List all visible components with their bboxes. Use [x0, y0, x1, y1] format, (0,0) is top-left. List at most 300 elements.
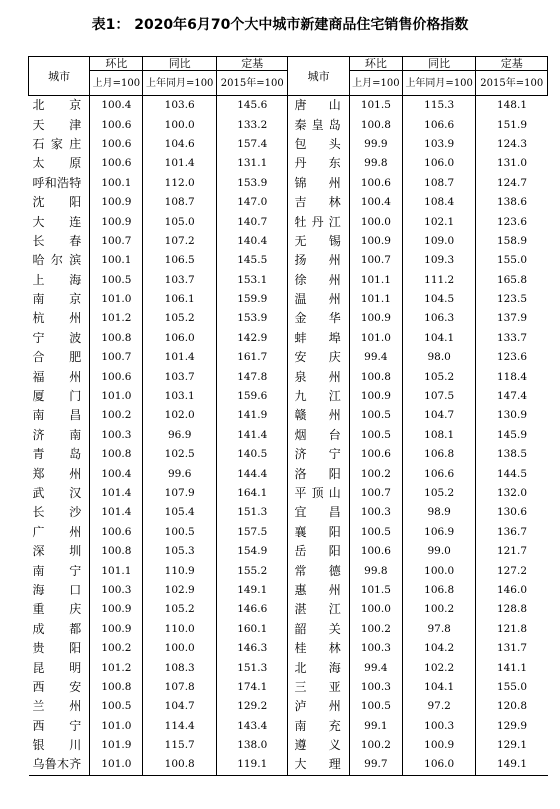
right-mom-value: 100.9 — [349, 232, 402, 251]
left-yoy-value: 106.1 — [143, 290, 217, 309]
right-city-name: 宜昌 — [288, 503, 349, 522]
left-yoy-value: 102.5 — [143, 445, 217, 464]
table-row — [29, 445, 548, 464]
left-yoy-value: 110.9 — [143, 561, 217, 580]
left-mom-value: 100.9 — [90, 212, 143, 231]
right-yoy-value: 97.8 — [402, 620, 476, 639]
left-fixed-value: 142.9 — [216, 329, 288, 348]
right-city-name: 安庆 — [288, 348, 349, 367]
left-mom-value: 100.1 — [90, 251, 143, 270]
right-fixed-value: 118.4 — [476, 367, 548, 386]
table-row — [29, 329, 548, 348]
right-fixed-value: 131.0 — [476, 154, 548, 173]
right-yoy-value: 98.9 — [402, 503, 476, 522]
right-mom-value: 101.0 — [349, 329, 402, 348]
left-fixed-value: 157.4 — [216, 135, 288, 154]
table-row — [29, 154, 548, 173]
table-row — [29, 193, 548, 212]
left-yoy-value: 114.4 — [143, 717, 217, 736]
table-row — [29, 620, 548, 639]
right-city-name: 扬州 — [288, 251, 349, 270]
mom-column-header-left: 环比 — [90, 57, 143, 71]
left-fixed-value: 145.5 — [216, 251, 288, 270]
left-fixed-value: 153.1 — [216, 271, 288, 290]
price-index-table — [28, 56, 548, 776]
right-fixed-value: 151.9 — [476, 115, 548, 134]
left-mom-value: 100.9 — [90, 193, 143, 212]
left-city-name: 呼和浩特 — [32, 175, 82, 190]
left-fixed-value: 140.5 — [216, 445, 288, 464]
left-city-name: 乌鲁木齐 — [29, 755, 90, 775]
left-mom-value: 100.6 — [90, 135, 143, 154]
left-yoy-value: 96.9 — [143, 426, 217, 445]
right-fixed-value: 127.2 — [476, 561, 548, 580]
left-mom-value: 100.6 — [90, 367, 143, 386]
right-mom-value: 99.1 — [349, 717, 402, 736]
table-row — [29, 135, 548, 154]
right-mom-value: 101.5 — [349, 581, 402, 600]
right-mom-value: 100.7 — [349, 484, 402, 503]
right-mom-value: 100.8 — [349, 115, 402, 134]
left-mom-value: 100.7 — [90, 232, 143, 251]
left-fixed-value: 146.3 — [216, 639, 288, 658]
right-yoy-value: 106.6 — [402, 115, 476, 134]
right-mom-value: 101.5 — [349, 96, 402, 116]
right-yoy-value: 99.0 — [402, 542, 476, 561]
right-yoy-value: 106.3 — [402, 309, 476, 328]
left-yoy-value: 101.4 — [143, 348, 217, 367]
right-city-name: 温州 — [288, 290, 349, 309]
right-yoy-value: 100.2 — [402, 600, 476, 619]
right-city-name: 桂林 — [288, 639, 349, 658]
right-city-name: 九江 — [288, 387, 349, 406]
left-city-name: 沈阳 — [32, 195, 82, 210]
right-city-name: 烟台 — [288, 426, 349, 445]
right-city-name: 牡丹江 — [288, 212, 349, 231]
right-mom-value: 99.7 — [349, 755, 402, 775]
left-yoy-value: 103.6 — [143, 96, 217, 116]
right-city-name: 洛阳 — [288, 464, 349, 483]
left-yoy-value: 105.2 — [143, 309, 217, 328]
left-fixed-value: 174.1 — [216, 678, 288, 697]
right-mom-value: 100.4 — [349, 193, 402, 212]
right-yoy-value: 106.0 — [402, 755, 476, 775]
left-yoy-value: 108.3 — [143, 658, 217, 677]
left-mom-value: 101.1 — [90, 561, 143, 580]
right-fixed-value: 129.1 — [476, 736, 548, 755]
right-mom-value: 99.8 — [349, 561, 402, 580]
right-yoy-value: 102.1 — [402, 212, 476, 231]
left-mom-value: 101.9 — [90, 736, 143, 755]
left-city-name: 郑州 — [32, 466, 82, 481]
left-city-name: 南京 — [32, 292, 82, 307]
left-fixed-value: 140.4 — [216, 232, 288, 251]
table-row — [29, 251, 548, 270]
left-fixed-value: 154.9 — [216, 542, 288, 561]
right-city-name: 无锡 — [288, 232, 349, 251]
left-yoy-value: 106.5 — [143, 251, 217, 270]
left-mom-value: 100.4 — [90, 464, 143, 483]
left-city-name: 南宁 — [32, 563, 82, 578]
left-city-name: 南昌 — [32, 408, 82, 423]
left-city-name: 大连 — [32, 214, 82, 229]
left-city-name: 太原 — [32, 156, 82, 171]
left-city-name: 西宁 — [32, 718, 82, 733]
left-yoy-value: 115.7 — [143, 736, 217, 755]
right-fixed-value: 146.0 — [476, 581, 548, 600]
right-fixed-value: 123.6 — [476, 348, 548, 367]
right-fixed-value: 155.0 — [476, 251, 548, 270]
left-fixed-value: 159.9 — [216, 290, 288, 309]
left-yoy-value: 103.7 — [143, 271, 217, 290]
left-fixed-value: 140.7 — [216, 212, 288, 231]
left-fixed-value: 138.0 — [216, 736, 288, 755]
right-city-name: 大理 — [288, 755, 349, 775]
left-yoy-value: 112.0 — [143, 174, 217, 193]
left-city-name: 广州 — [32, 524, 82, 539]
right-fixed-value: 121.7 — [476, 542, 548, 561]
left-yoy-value: 106.0 — [143, 329, 217, 348]
left-mom-value: 100.5 — [90, 271, 143, 290]
left-city-name: 武汉 — [32, 486, 82, 500]
right-city-name: 秦皇岛 — [288, 115, 349, 134]
right-yoy-value: 108.4 — [402, 193, 476, 212]
right-mom-value: 100.7 — [349, 251, 402, 270]
right-mom-value: 100.6 — [349, 445, 402, 464]
right-mom-value: 101.1 — [349, 290, 402, 309]
table-title: 表1： 2020年6月70个大中城市新建商品住宅销售价格指数 — [91, 17, 469, 33]
table-row — [29, 523, 548, 542]
right-fixed-value: 137.9 — [476, 309, 548, 328]
right-mom-value: 100.9 — [349, 387, 402, 406]
right-yoy-value: 105.2 — [402, 484, 476, 503]
table-body — [29, 96, 548, 776]
left-fixed-value: 151.3 — [216, 503, 288, 522]
left-fixed-value: 129.2 — [216, 697, 288, 716]
right-fixed-value: 165.8 — [476, 271, 548, 290]
yoy-column-header-left: 同比 — [143, 57, 217, 71]
left-mom-value: 100.8 — [90, 678, 143, 697]
table-row — [29, 600, 548, 619]
table-row — [29, 697, 548, 716]
left-city-name: 长春 — [32, 233, 82, 248]
fixed-column-header-right: 定基 — [476, 57, 548, 71]
mom-base-label-left: 上月=100 — [90, 71, 143, 96]
left-fixed-value: 143.4 — [216, 717, 288, 736]
left-mom-value: 100.5 — [90, 697, 143, 716]
left-city-name: 成都 — [32, 621, 82, 636]
left-fixed-value: 151.3 — [216, 658, 288, 677]
mom-base-label-right: 上月=100 — [349, 71, 402, 96]
right-city-name: 三亚 — [288, 678, 349, 697]
right-yoy-value: 100.9 — [402, 736, 476, 755]
right-fixed-value: 128.8 — [476, 600, 548, 619]
right-yoy-value: 100.3 — [402, 717, 476, 736]
right-city-name: 韶关 — [288, 620, 349, 639]
yoy-base-label-left: 上年同月=100 — [143, 71, 217, 96]
left-city-name: 石家庄 — [32, 136, 82, 151]
right-fixed-value: 120.8 — [476, 697, 548, 716]
left-fixed-value: 141.4 — [216, 426, 288, 445]
left-city-name: 济南 — [32, 427, 82, 442]
mom-column-header-right: 环比 — [349, 57, 402, 71]
table-row — [29, 464, 548, 483]
right-city-name: 赣州 — [288, 406, 349, 425]
left-city-name: 厦门 — [32, 389, 82, 404]
left-yoy-value: 102.0 — [143, 406, 217, 425]
right-mom-value: 100.6 — [349, 174, 402, 193]
left-fixed-value: 131.1 — [216, 154, 288, 173]
right-fixed-value: 148.1 — [476, 96, 548, 116]
table-row — [29, 503, 548, 522]
yoy-column-header-right: 同比 — [402, 57, 476, 71]
left-mom-value: 100.6 — [90, 154, 143, 173]
right-mom-value: 100.5 — [349, 523, 402, 542]
left-fixed-value: 141.9 — [216, 406, 288, 425]
left-fixed-value: 146.6 — [216, 600, 288, 619]
right-yoy-value: 108.7 — [402, 174, 476, 193]
right-fixed-value: 130.6 — [476, 503, 548, 522]
table-row — [29, 115, 548, 134]
right-mom-value: 100.6 — [349, 542, 402, 561]
left-city-name: 北京 — [32, 98, 82, 113]
right-yoy-value: 100.0 — [402, 561, 476, 580]
table-row — [29, 426, 548, 445]
left-city-name: 青岛 — [32, 447, 82, 462]
right-fixed-value: 138.5 — [476, 445, 548, 464]
left-yoy-value: 100.0 — [143, 639, 217, 658]
right-yoy-value: 97.2 — [402, 697, 476, 716]
left-mom-value: 100.6 — [90, 523, 143, 542]
right-mom-value: 100.5 — [349, 697, 402, 716]
right-mom-value: 101.1 — [349, 271, 402, 290]
right-yoy-value: 103.9 — [402, 135, 476, 154]
right-fixed-value: 132.0 — [476, 484, 548, 503]
right-city-name: 南充 — [288, 717, 349, 736]
right-city-name: 锦州 — [288, 174, 349, 193]
left-yoy-value: 107.8 — [143, 678, 217, 697]
left-yoy-value: 102.9 — [143, 581, 217, 600]
left-city-name: 合肥 — [32, 350, 82, 365]
right-mom-value: 99.8 — [349, 154, 402, 173]
table-row — [29, 717, 548, 736]
right-city-name: 湛江 — [288, 600, 349, 619]
right-fixed-value: 141.1 — [476, 658, 548, 677]
right-yoy-value: 109.3 — [402, 251, 476, 270]
left-fixed-value: 147.0 — [216, 193, 288, 212]
left-mom-value: 100.3 — [90, 426, 143, 445]
left-city-name: 哈尔滨 — [32, 253, 82, 268]
right-city-name: 平顶山 — [288, 484, 349, 503]
table-row — [29, 542, 548, 561]
right-city-name: 泸州 — [288, 697, 349, 716]
city-column-header-left: 城市 — [29, 57, 90, 96]
left-mom-value: 101.2 — [90, 658, 143, 677]
left-mom-value: 101.0 — [90, 387, 143, 406]
right-mom-value: 99.4 — [349, 348, 402, 367]
right-fixed-value: 123.6 — [476, 212, 548, 231]
left-mom-value: 101.4 — [90, 484, 143, 503]
left-fixed-value: 149.1 — [216, 581, 288, 600]
left-yoy-value: 103.7 — [143, 367, 217, 386]
right-yoy-value: 104.5 — [402, 290, 476, 309]
left-fixed-value: 153.9 — [216, 309, 288, 328]
left-mom-value: 100.3 — [90, 581, 143, 600]
left-mom-value: 100.9 — [90, 600, 143, 619]
right-city-name: 唐山 — [288, 96, 349, 116]
right-city-name: 惠州 — [288, 581, 349, 600]
left-city-name: 深圳 — [32, 544, 82, 559]
left-yoy-value: 110.0 — [143, 620, 217, 639]
right-mom-value: 100.0 — [349, 600, 402, 619]
left-city-name: 上海 — [32, 272, 82, 287]
left-fixed-value: 164.1 — [216, 484, 288, 503]
right-yoy-value: 106.8 — [402, 581, 476, 600]
table-row — [29, 658, 548, 677]
right-mom-value: 100.2 — [349, 464, 402, 483]
yoy-base-label-right: 上年同月=100 — [402, 71, 476, 96]
left-mom-value: 100.2 — [90, 639, 143, 658]
left-city-name: 贵阳 — [32, 641, 82, 656]
right-city-name: 蚌埠 — [288, 329, 349, 348]
right-city-name: 北海 — [288, 658, 349, 677]
left-city-name: 昆明 — [32, 660, 82, 675]
left-mom-value: 100.8 — [90, 542, 143, 561]
right-yoy-value: 108.1 — [402, 426, 476, 445]
right-yoy-value: 115.3 — [402, 96, 476, 116]
left-city-name: 海口 — [32, 582, 82, 597]
left-fixed-value: 159.6 — [216, 387, 288, 406]
left-yoy-value: 100.0 — [143, 115, 217, 134]
left-city-name: 西安 — [32, 679, 82, 694]
left-fixed-value: 133.2 — [216, 115, 288, 134]
right-yoy-value: 104.2 — [402, 639, 476, 658]
left-yoy-value: 105.2 — [143, 600, 217, 619]
left-yoy-value: 101.4 — [143, 154, 217, 173]
table-row — [29, 309, 548, 328]
right-fixed-value: 131.7 — [476, 639, 548, 658]
left-mom-value: 100.8 — [90, 445, 143, 464]
right-mom-value: 100.3 — [349, 678, 402, 697]
right-fixed-value: 129.9 — [476, 717, 548, 736]
left-fixed-value: 161.7 — [216, 348, 288, 367]
right-mom-value: 100.3 — [349, 503, 402, 522]
table-row — [29, 367, 548, 386]
left-mom-value: 100.1 — [90, 174, 143, 193]
right-mom-value: 100.2 — [349, 736, 402, 755]
left-city-name: 宁波 — [32, 330, 82, 345]
left-fixed-value: 147.8 — [216, 367, 288, 386]
right-mom-value: 100.9 — [349, 309, 402, 328]
left-yoy-value: 104.6 — [143, 135, 217, 154]
right-mom-value: 99.9 — [349, 135, 402, 154]
left-city-name: 福州 — [32, 369, 82, 384]
left-mom-value: 100.8 — [90, 329, 143, 348]
left-yoy-value: 107.9 — [143, 484, 217, 503]
right-fixed-value: 149.1 — [476, 755, 548, 775]
right-yoy-value: 104.7 — [402, 406, 476, 425]
left-yoy-value: 108.7 — [143, 193, 217, 212]
table-row — [29, 387, 548, 406]
right-city-name: 徐州 — [288, 271, 349, 290]
right-city-name: 襄阳 — [288, 523, 349, 542]
table-row — [29, 348, 548, 367]
right-mom-value: 100.0 — [349, 212, 402, 231]
right-mom-value: 100.5 — [349, 406, 402, 425]
left-fixed-value: 119.1 — [216, 755, 288, 775]
table-row — [29, 581, 548, 600]
table-row — [29, 755, 548, 775]
right-fixed-value: 123.5 — [476, 290, 548, 309]
table-row — [29, 639, 548, 658]
left-yoy-value: 105.0 — [143, 212, 217, 231]
right-yoy-value: 106.6 — [402, 464, 476, 483]
right-city-name: 包头 — [288, 135, 349, 154]
left-mom-value: 100.4 — [90, 96, 143, 116]
left-city-name: 天津 — [32, 117, 82, 132]
table-row — [29, 736, 548, 755]
left-mom-value: 101.0 — [90, 755, 143, 775]
left-mom-value: 101.2 — [90, 309, 143, 328]
left-yoy-value: 103.1 — [143, 387, 217, 406]
right-fixed-value: 158.9 — [476, 232, 548, 251]
right-city-name: 常德 — [288, 561, 349, 580]
right-fixed-value: 145.9 — [476, 426, 548, 445]
right-mom-value: 100.5 — [349, 426, 402, 445]
table-row — [29, 290, 548, 309]
right-city-name: 岳阳 — [288, 542, 349, 561]
left-mom-value: 101.0 — [90, 290, 143, 309]
left-yoy-value: 105.3 — [143, 542, 217, 561]
right-fixed-value: 130.9 — [476, 406, 548, 425]
left-yoy-value: 107.2 — [143, 232, 217, 251]
right-fixed-value: 136.7 — [476, 523, 548, 542]
left-city-name: 银川 — [32, 738, 82, 753]
city-column-header-right: 城市 — [288, 57, 349, 96]
right-city-name: 吉林 — [288, 193, 349, 212]
left-fixed-value: 144.4 — [216, 464, 288, 483]
left-yoy-value: 104.7 — [143, 697, 217, 716]
right-fixed-value: 147.4 — [476, 387, 548, 406]
table-row — [29, 174, 548, 193]
table-row — [29, 271, 548, 290]
left-fixed-value: 153.9 — [216, 174, 288, 193]
left-fixed-value: 155.2 — [216, 561, 288, 580]
table-row — [29, 406, 548, 425]
right-city-name: 金华 — [288, 309, 349, 328]
right-city-name: 遵义 — [288, 736, 349, 755]
left-fixed-value: 160.1 — [216, 620, 288, 639]
left-yoy-value: 99.6 — [143, 464, 217, 483]
table-row — [29, 212, 548, 231]
fixed-column-header-left: 定基 — [216, 57, 288, 71]
right-yoy-value: 104.1 — [402, 329, 476, 348]
left-fixed-value: 145.6 — [216, 96, 288, 116]
table-row — [29, 484, 548, 503]
left-city-name: 重庆 — [32, 602, 82, 617]
right-fixed-value: 124.7 — [476, 174, 548, 193]
right-yoy-value: 109.0 — [402, 232, 476, 251]
left-yoy-value: 100.5 — [143, 523, 217, 542]
right-mom-value: 100.2 — [349, 620, 402, 639]
left-mom-value: 101.0 — [90, 717, 143, 736]
left-yoy-value: 105.4 — [143, 503, 217, 522]
right-city-name: 泉州 — [288, 367, 349, 386]
right-yoy-value: 106.9 — [402, 523, 476, 542]
right-yoy-value: 106.8 — [402, 445, 476, 464]
right-fixed-value: 124.3 — [476, 135, 548, 154]
right-fixed-value: 121.8 — [476, 620, 548, 639]
